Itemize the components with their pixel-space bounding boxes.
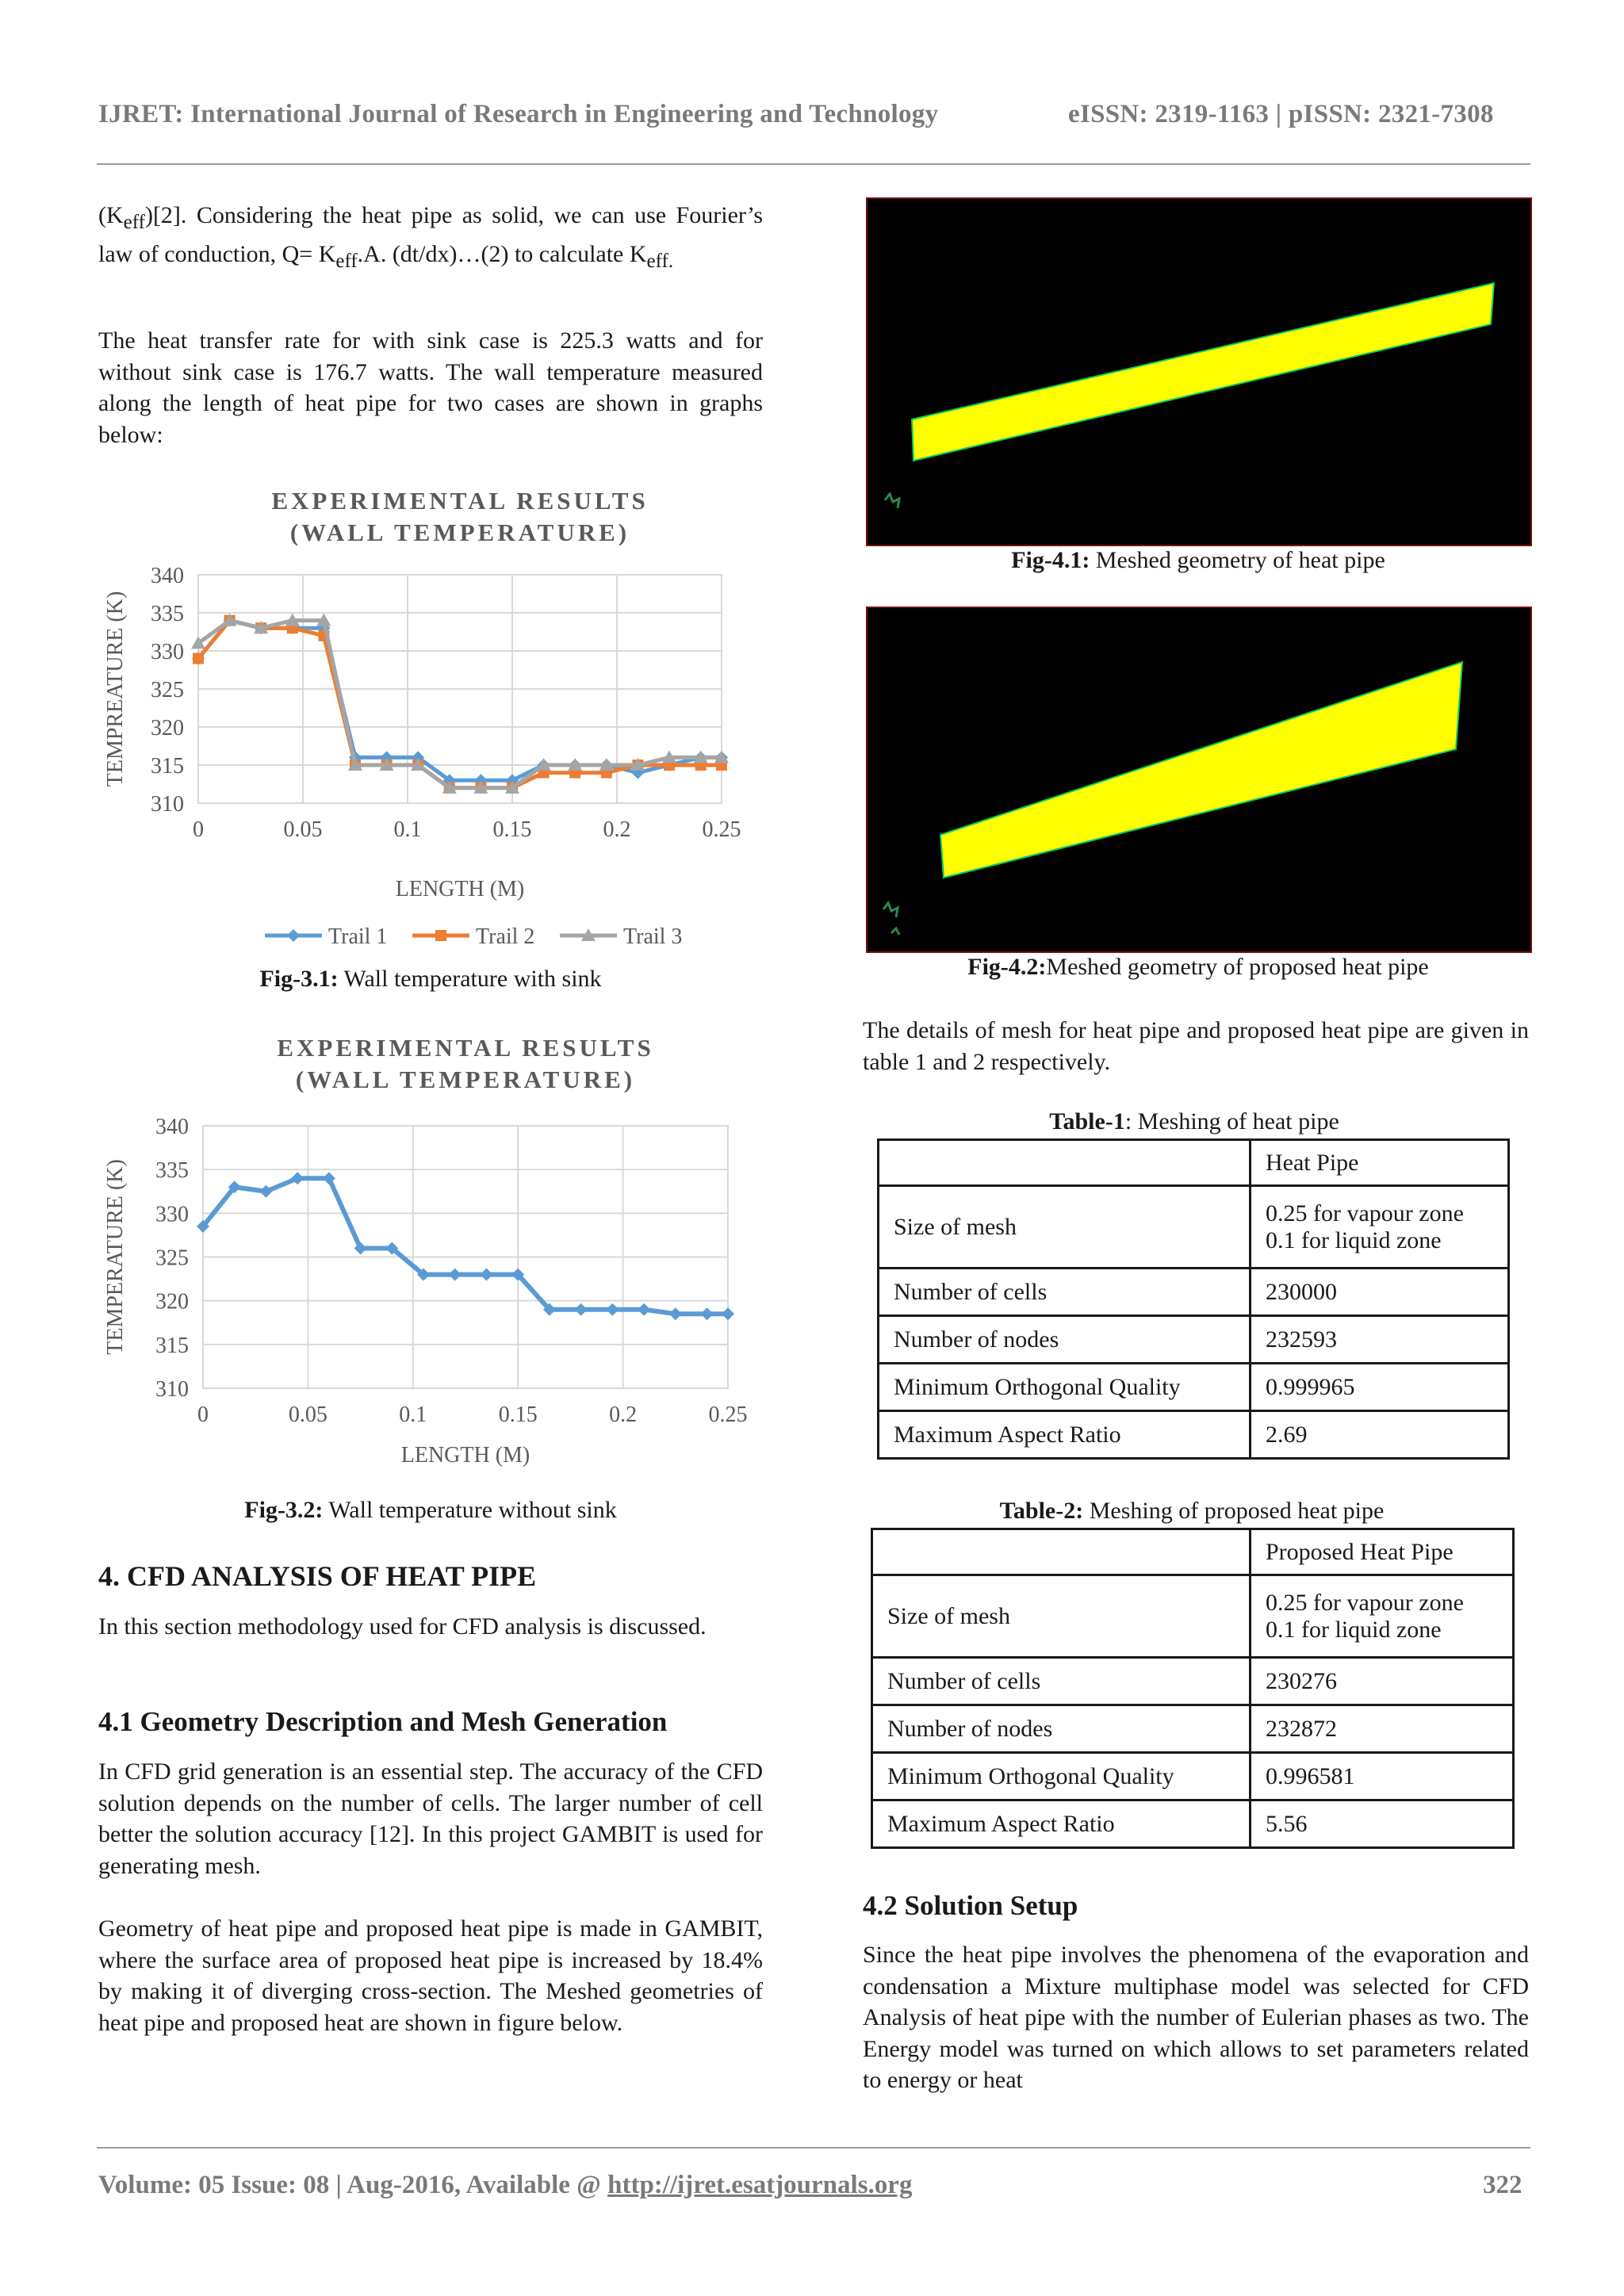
- footer-rule: [97, 2147, 1530, 2149]
- table-cell-line: 0.25 for vapour zone: [1266, 1200, 1464, 1226]
- y-tick-label: 310: [155, 1377, 189, 1402]
- table-cell: 0.999965: [1251, 1364, 1509, 1411]
- table-cell: Number of cells: [879, 1269, 1251, 1316]
- y-tick-label: 320: [151, 716, 184, 740]
- y-tick-label: 335: [155, 1158, 189, 1184]
- y-tick-label: 315: [155, 1333, 189, 1358]
- proposed-heat-pipe-mesh-shape: [868, 608, 1530, 951]
- data-point: [480, 1269, 492, 1281]
- table-cell: [879, 1140, 1251, 1186]
- section-4-2-heading: 4.2 Solution Setup: [863, 1890, 1078, 1921]
- table-cell: Maximum Aspect Ratio: [879, 1411, 1251, 1459]
- x-tick-label: 0: [193, 817, 204, 842]
- table-1: [877, 1138, 1510, 1460]
- table-2-caption: [871, 1498, 1513, 1525]
- fig-3-2-caption: [98, 1497, 763, 1524]
- footer-volume-text: Volume: 05 Issue: 08 | Aug-2016, Available @: [98, 2171, 608, 2199]
- y-tick-label: 310: [151, 792, 184, 817]
- x-tick-label: 0.1: [393, 817, 422, 842]
- table-2: [871, 1528, 1515, 1849]
- legend-label: Trail 2: [476, 924, 535, 949]
- table-cell: [1251, 1186, 1509, 1269]
- chart-with-sink: [98, 476, 764, 959]
- fig-4-1-label: Fig-4.1:: [1011, 547, 1090, 573]
- table-cell: 232872: [1251, 1705, 1514, 1753]
- fig-4-1-caption: [866, 547, 1530, 574]
- data-point: [259, 1185, 272, 1198]
- table-1-label: Table-1: [1049, 1108, 1125, 1135]
- table-row: [879, 1364, 1509, 1411]
- series-line: [198, 621, 722, 781]
- table-cell: 232593: [1251, 1316, 1509, 1364]
- y-tick-label: 340: [151, 564, 184, 588]
- table-1-caption: [877, 1108, 1511, 1135]
- x-tick-label: 0.1: [399, 1402, 427, 1427]
- y-tick-label: 315: [151, 754, 184, 779]
- table-cell: [1251, 1575, 1514, 1658]
- chart-title-line: (WALL TEMPERATURE): [295, 1066, 636, 1093]
- table-header-cell: Proposed Heat Pipe: [1251, 1529, 1514, 1575]
- table-cell: 230000: [1251, 1269, 1509, 1316]
- table-cell: 230276: [1251, 1658, 1514, 1705]
- section-4-1-heading: 4.1 Geometry Description and Mesh Generation: [98, 1706, 668, 1737]
- y-tick-label: 325: [151, 678, 184, 702]
- y-tick-label: 330: [155, 1202, 189, 1227]
- fig-4-2-caption: [866, 954, 1530, 981]
- table-cell: Minimum Orthogonal Quality: [872, 1753, 1251, 1800]
- page-number: 322: [1483, 2171, 1522, 2199]
- table-1-text: : Meshing of heat pipe: [1124, 1108, 1339, 1135]
- footer-volume: [98, 2171, 912, 2200]
- table-row: [872, 1575, 1514, 1658]
- data-point: [193, 653, 204, 664]
- legend-marker: [435, 930, 446, 941]
- tables-intro-paragraph: The details of mesh for heat pipe and proposed heat pipe are given in table 1 and 2 respectively.: [863, 1017, 1529, 1075]
- data-point: [701, 1307, 714, 1320]
- x-axis-label: LENGTH (M): [400, 1443, 530, 1468]
- table-row: [879, 1269, 1509, 1316]
- x-tick-label: 0.25: [702, 817, 741, 842]
- header-rule: [97, 163, 1530, 165]
- table-cell: Size of mesh: [872, 1575, 1251, 1658]
- table-header-cell: Heat Pipe: [1251, 1140, 1509, 1186]
- fig-3-1-label: Fig-3.1:: [259, 966, 339, 992]
- table-cell: [872, 1529, 1251, 1575]
- y-tick-label: 325: [155, 1246, 189, 1271]
- table-row: [872, 1705, 1514, 1753]
- heat-transfer-paragraph: The heat transfer rate for with sink case is 225.3 watts and for without sink case is 176.7 watts. The wall temperature measured along the length of heat pipe for two cases are shown in graphs below:: [98, 327, 763, 448]
- y-tick-label: 340: [155, 1115, 189, 1139]
- meshed-heat-pipe-figure: [866, 197, 1532, 546]
- x-tick-label: 0.05: [283, 817, 323, 842]
- table-cell: Number of cells: [872, 1658, 1251, 1705]
- fig-3-2-text: Wall temperature without sink: [323, 1497, 617, 1523]
- data-point: [291, 1172, 304, 1184]
- heat-pipe-mesh-shape: [868, 199, 1530, 545]
- meshed-proposed-heat-pipe-figure: [866, 607, 1532, 953]
- table-row: [879, 1140, 1509, 1186]
- x-tick-label: 0.2: [609, 1402, 638, 1427]
- data-point: [606, 1303, 619, 1316]
- chart-title-line: EXPERIMENTAL RESULTS: [277, 1034, 654, 1062]
- intro-paragraph: $(K_{eff})[2]$. Considering the heat pipe as solid, we can use Fourier’s law of conduction, $Q= K_{eff}.A$. (dt/dx)…(2) to calculate $K_{eff.}$: [98, 202, 763, 272]
- legend-label: Trail 1: [328, 924, 388, 949]
- y-tick-label: 330: [151, 640, 184, 664]
- y-axis-label: TEMPREATURE (K): [103, 591, 128, 787]
- table-cell: 0.996581: [1251, 1753, 1514, 1800]
- table-cell: Maximum Aspect Ratio: [872, 1800, 1251, 1848]
- x-axis-label: LENGTH (M): [395, 877, 525, 901]
- table-cell: Number of nodes: [872, 1705, 1251, 1753]
- x-tick-label: 0.05: [288, 1402, 327, 1427]
- fig-3-2-label: Fig-3.2:: [244, 1497, 324, 1523]
- data-point: [722, 1307, 734, 1320]
- table-cell: Number of nodes: [879, 1316, 1251, 1364]
- series-line: [198, 621, 722, 788]
- issn-text: eISSN: 2319-1163 | pISSN: 2321-7308: [1068, 100, 1494, 128]
- y-tick-label: 320: [155, 1289, 189, 1314]
- x-tick-label: 0.15: [492, 817, 532, 842]
- table-row: [879, 1316, 1509, 1364]
- fig-3-1-text: Wall temperature with sink: [338, 966, 602, 992]
- legend-label: Trail 3: [623, 924, 683, 949]
- chart-without-sink: [98, 1027, 764, 1471]
- section-4-paragraph: In this section methodology used for CFD analysis is discussed.: [98, 1613, 707, 1640]
- data-point: [669, 1307, 682, 1320]
- fig-4-1-text: Meshed geometry of heat pipe: [1090, 547, 1385, 573]
- journal-title: IJRET: International Journal of Research in Engineering and Technology: [98, 100, 939, 128]
- table-cell-line: 0.1 for liquid zone: [1266, 1616, 1442, 1643]
- table-cell: Minimum Orthogonal Quality: [879, 1364, 1251, 1411]
- section-4-heading: 4. CFD ANALYSIS OF HEAT PIPE: [98, 1560, 537, 1592]
- table-2-label: Table-2:: [999, 1498, 1084, 1524]
- table-row: [872, 1800, 1514, 1848]
- table-row: [879, 1411, 1509, 1459]
- legend-marker: [287, 929, 300, 942]
- fig-4-2-text: Meshed geometry of proposed heat pipe: [1046, 954, 1429, 980]
- y-axis-label: TEMPERATURE (K): [103, 1159, 128, 1355]
- chart-title-line: EXPERIMENTAL RESULTS: [271, 487, 649, 515]
- x-tick-label: 0: [197, 1402, 209, 1427]
- x-tick-label: 0.25: [708, 1402, 748, 1427]
- table-2-text: Meshing of proposed heat pipe: [1083, 1498, 1385, 1524]
- table-row: [879, 1186, 1509, 1269]
- table-row: [872, 1658, 1514, 1705]
- table-cell: 5.56: [1251, 1800, 1514, 1848]
- table-row: [872, 1753, 1514, 1800]
- footer-link[interactable]: http://ijret.esatjournals.org: [607, 2171, 913, 2199]
- table-row: [872, 1529, 1514, 1575]
- fig-3-1-caption: [98, 966, 763, 993]
- table-cell-line: 0.25 for vapour zone: [1266, 1589, 1464, 1616]
- x-tick-label: 0.15: [498, 1402, 538, 1427]
- table-cell: 2.69: [1251, 1411, 1509, 1459]
- x-tick-label: 0.2: [603, 817, 631, 842]
- table-cell: Size of mesh: [879, 1186, 1251, 1269]
- y-tick-label: 335: [151, 602, 184, 626]
- data-point: [575, 1303, 588, 1316]
- section-4-1-paragraph-1: In CFD grid generation is an essential step. The accuracy of the CFD solution depends on the number of cells. The larger number of cell better the solution accuracy [12]. In this project GAMBIT is used for generating mesh.: [98, 1758, 763, 1879]
- fig-4-2-label: Fig-4.2:: [967, 954, 1047, 980]
- section-4-1-paragraph-2: Geometry of heat pipe and proposed heat pipe is made in GAMBIT, where the surface area of proposed heat pipe is increased by 18.4% by making it of diverging cross-section. The Meshed geometries of heat pipe and proposed heat are shown in figure below.: [98, 1915, 763, 2036]
- data-point: [638, 1303, 650, 1316]
- section-4-2-paragraph: Since the heat pipe involves the phenomena of the evaporation and condensation a Mixture multiphase model was selected for CFD Analysis of heat pipe with the number of Eulerian phases as two. The Energy model was turned on which allows to set parameters related to energy or heat: [863, 1942, 1529, 2093]
- data-point: [449, 1269, 462, 1281]
- series-line: [203, 1178, 728, 1314]
- table-cell-line: 0.1 for liquid zone: [1266, 1226, 1442, 1253]
- chart-title-line: (WALL TEMPERATURE): [289, 519, 630, 546]
